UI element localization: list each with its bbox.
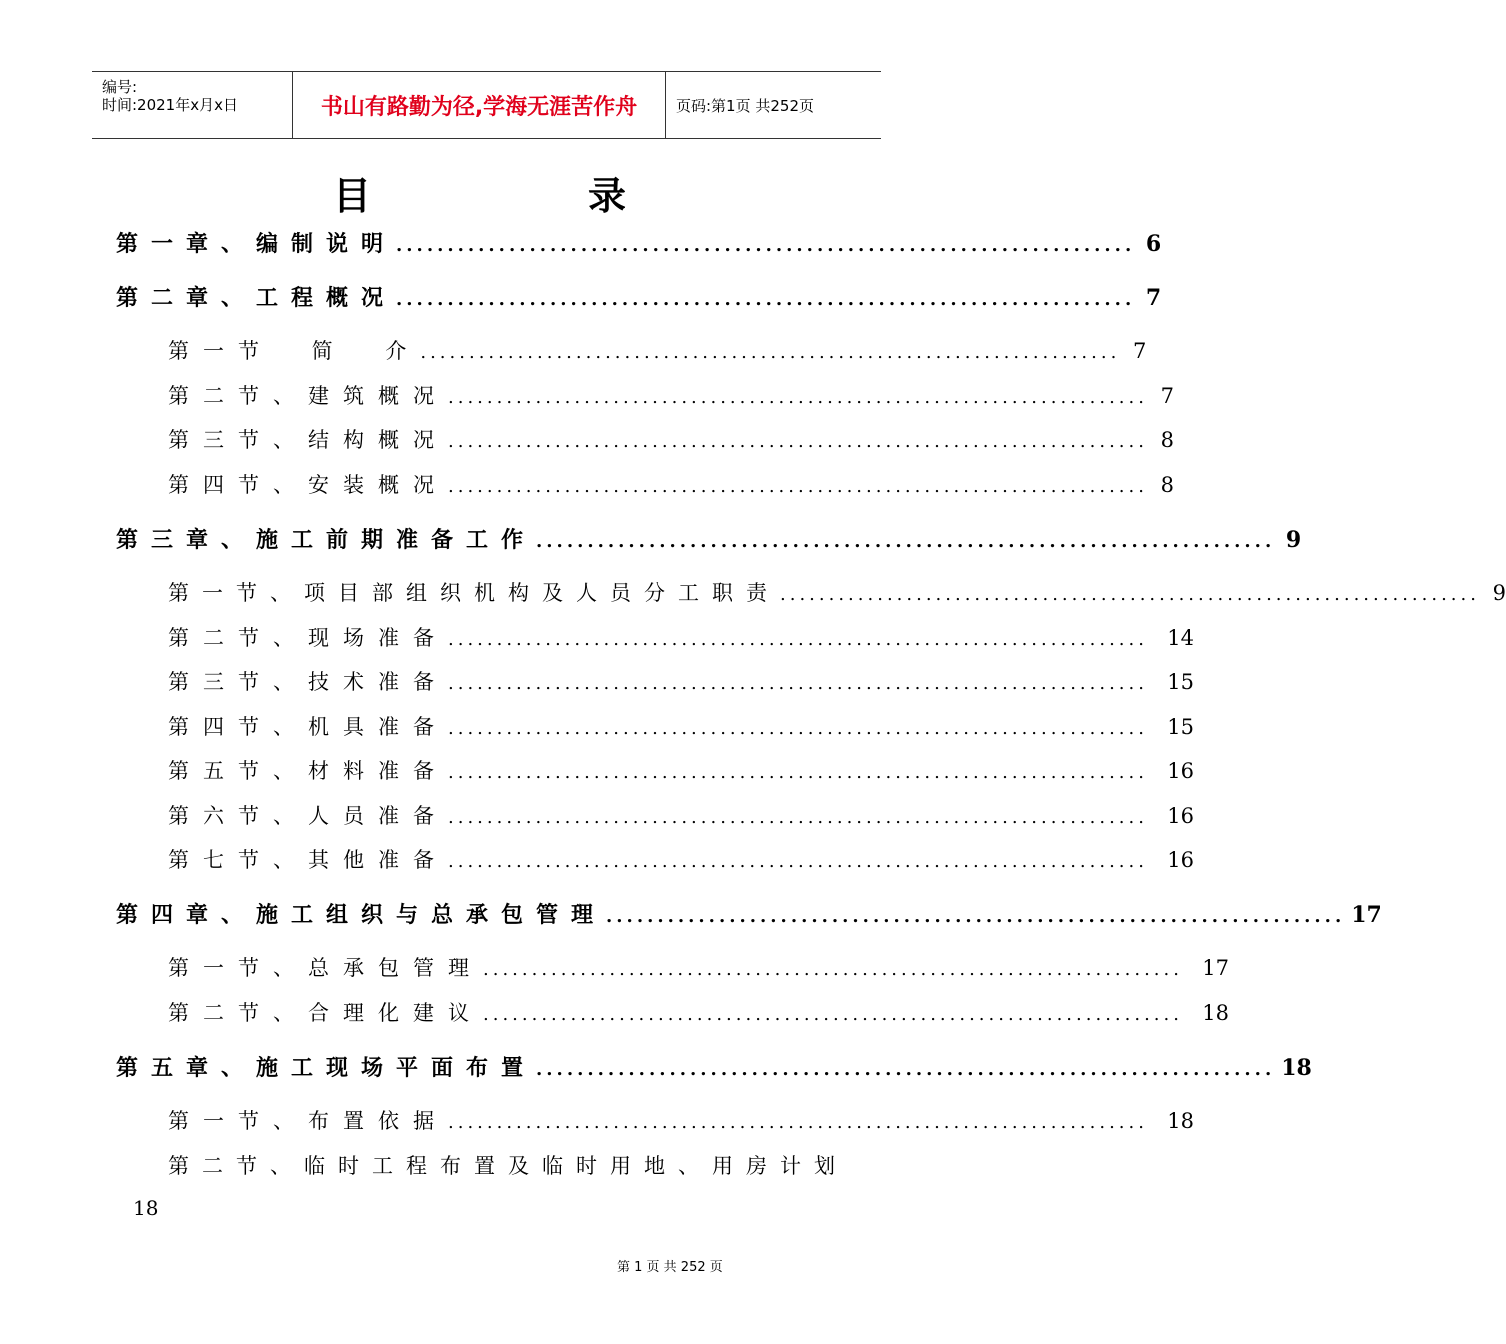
toc-entry[interactable] [116,1051,1312,1082]
motto-cell [293,72,666,138]
time-label: 时间:2021年x月x日 [102,96,238,114]
toc-entry[interactable] [116,227,1162,258]
toc-entry-page: 18 [133,1196,159,1220]
toc-entry[interactable] [168,952,1229,982]
toc-entry-label: 第七节、其他准备 [168,848,448,872]
toc-entry-page: 6 [1145,231,1162,257]
toc-leader-dots: ........................................................................ [780,584,1480,605]
toc-entry[interactable] [168,577,1506,607]
toc-entry[interactable] [168,469,1174,499]
toc-entry-label: 第四节、机具准备 [168,715,448,739]
toc-entry-label: 第六节、人员准备 [168,804,448,828]
number-label: 编号: [102,78,138,96]
toc-leader-dots: ........................................................................ [448,673,1148,694]
toc-entry[interactable] [168,666,1194,696]
toc-entry[interactable] [168,424,1174,454]
toc-leader-dots: ........................................................................ [448,387,1148,408]
toc-entry-page: 8 [1160,428,1174,452]
toc-entry-label: 第一节、布置依据 [168,1109,448,1133]
toc-leader-dots: ........................................................................ [448,1112,1148,1133]
toc-leader-dots: ........................................................................ [448,431,1148,452]
page-info-text: 页码:第1页 共252页 [676,96,814,115]
toc-leader-dots: ........................................................................ [396,235,1136,256]
toc-entry[interactable] [168,335,1147,365]
page-info-cell [666,72,881,138]
toc-leader-dots: ........................................................................ [396,289,1136,310]
toc-entry[interactable] [168,1105,1194,1135]
toc-entry-label: 第一节 简 介 [168,339,421,363]
toc-entry[interactable] [168,844,1194,874]
toc-leader-dots: ........................................................................ [448,718,1148,739]
toc-entry-label: 第四章、施工组织与总承包管理 [116,902,607,928]
toc-title-char-2: 录 [588,173,627,218]
toc-entry-label: 第三节、结构概况 [168,428,448,452]
toc-entry-page: 18 [1281,1055,1312,1081]
toc-entry[interactable] [168,800,1194,830]
page-footer: 第 1 页 共 252 页 [617,1260,723,1275]
toc-leader-dots: ........................................................................ [536,531,1276,552]
toc-entry-label: 第五节、材料准备 [168,759,448,783]
toc-leader-dots: ........................................................................ [448,851,1148,872]
toc-entry-page: 16 [1167,759,1194,783]
toc-entry-page: 15 [1167,670,1194,694]
toc-entry-page: 18 [1167,1109,1194,1133]
toc-leader-dots: ........................................................................ [448,807,1148,828]
toc-entry-page: 14 [1167,626,1194,650]
toc-entry[interactable] [168,1150,853,1180]
toc-entry[interactable] [168,755,1194,785]
toc-leader-dots: ........................................................................ [536,1059,1276,1080]
toc-entry-page: 9 [1492,581,1506,605]
toc-entry-label: 第四节、安装概况 [168,473,448,497]
toc-entry-label: 第二节、建筑概况 [168,384,448,408]
toc-entry-label: 第二节、现场准备 [168,626,448,650]
toc-entry-label: 第五章、施工现场平面布置 [116,1055,537,1081]
toc-entry-page: 18 [1202,1001,1229,1025]
toc-entry-page: 8 [1160,473,1174,497]
header-table [92,71,881,139]
toc-leader-dots: ........................................................................ [420,342,1121,363]
motto-text: 书山有路勤为径,学海无涯苦作舟 [320,94,638,120]
toc-entry-label: 第三节、技术准备 [168,670,448,694]
toc-entry[interactable] [116,523,1302,554]
toc-entry-label: 第一节、项目部组织机构及人员分工职责 [168,581,780,605]
toc-leader-dots: ........................................................................ [448,629,1148,650]
toc-entry-page: 7 [1132,339,1147,363]
toc-leader-dots: ........................................................................ [606,906,1346,927]
toc-leader-dots: ........................................................................ [483,959,1183,980]
toc-leader-dots: ........................................................................ [448,476,1148,497]
toc-entry-page: 15 [1167,715,1194,739]
header-meta-cell [92,72,293,138]
toc-entry[interactable] [168,997,1229,1027]
toc-entry[interactable] [168,380,1174,410]
toc-leader-dots: ........................................................................ [483,1004,1183,1025]
toc-entry-label: 第一章、编制说明 [116,231,397,257]
toc-entry-page: 7 [1145,285,1162,311]
toc-entry-label: 第二章、工程概况 [116,285,397,311]
toc-entry[interactable] [168,622,1194,652]
toc-entry-label: 第三章、施工前期准备工作 [116,527,537,553]
toc-entry-page: 17 [1351,902,1382,928]
toc-entry-label: 第二节、临时工程布置及临时用地、用房计划 [168,1154,848,1178]
toc-entry-label: 第一节、总承包管理 [168,956,483,980]
toc-entry-page: 9 [1285,527,1302,553]
toc-entry-label: 第二节、合理化建议 [168,1001,483,1025]
toc-entry-page: 16 [1167,848,1194,872]
toc-entry-page: 7 [1160,384,1174,408]
toc-entry[interactable] [168,711,1194,741]
toc-entry[interactable] [116,281,1162,312]
toc-title [0,165,950,218]
toc-title-char-1: 目 [333,173,372,218]
toc-entry-page: 16 [1167,804,1194,828]
toc-entry-page: 17 [1202,956,1229,980]
toc-leader-dots: ........................................................................ [448,762,1148,783]
toc-entry[interactable] [116,898,1382,929]
